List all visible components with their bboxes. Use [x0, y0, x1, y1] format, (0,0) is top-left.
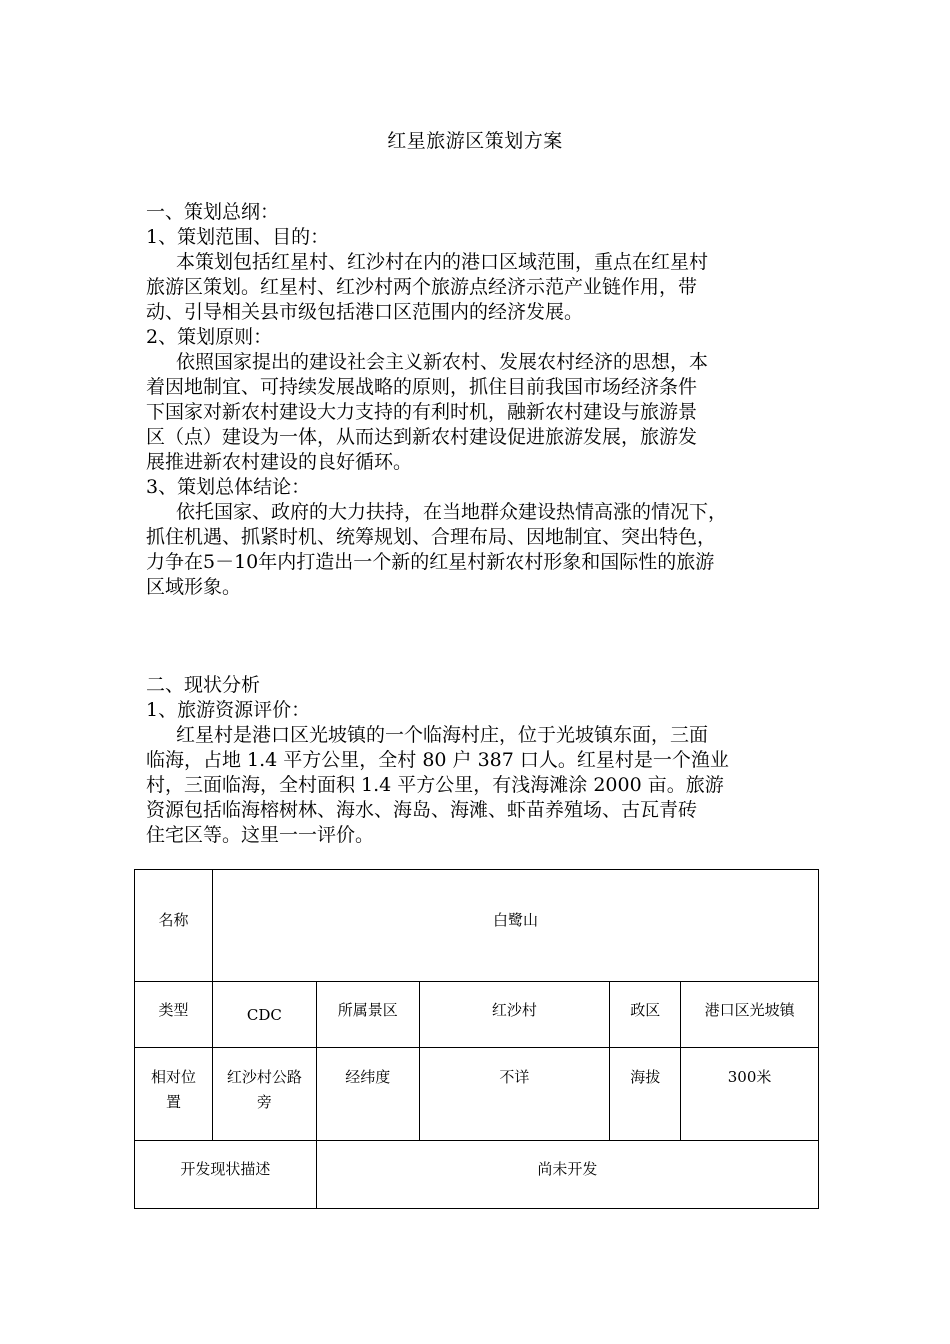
paragraph-line: 资源包括临海榕树林、海水、海岛、海滩、虾苗养殖场、古瓦青砖 — [146, 799, 698, 821]
table-row — [135, 870, 819, 982]
paragraph-line: 动、引导相关县市级包括港口区范围内的经济发展。 — [146, 301, 584, 323]
paragraph-line: 抓住机遇、抓紧时机、统筹规划、合理布局、因地制宜、突出特色， — [146, 526, 717, 548]
paragraph-line: 住宅区等。这里一一评价。 — [146, 824, 375, 846]
paragraph-line: 力争在5－10年内打造出一个新的红星村新农村形象和国际性的旅游 — [146, 551, 715, 573]
section-2 — [146, 673, 836, 848]
paragraph-line: 区（点）建设为一体，从而达到新农村建设促进旅游发展，旅游发 — [146, 426, 698, 448]
paragraph-line: 红星村是港口区光坡镇的一个临海村庄，位于光坡镇东面，三面 — [176, 724, 709, 746]
table-row — [135, 1048, 819, 1141]
position-label-cell: 相对位置 — [135, 1048, 213, 1141]
name-label-cell: 名称 — [135, 870, 213, 982]
document-title: 红星旅游区策划方案 — [387, 130, 563, 152]
subsection-scope-heading: 1、策划范围、目的： — [146, 226, 330, 248]
subsection-resource-heading: 1、旅游资源评价： — [146, 699, 311, 721]
scenic-area-label-cell: 所属景区 — [316, 982, 419, 1048]
district-value-cell: 港口区光坡镇 — [681, 982, 819, 1048]
district-label-cell: 政区 — [610, 982, 681, 1048]
paragraph-line: 本策划包括红星村、红沙村在内的港口区域范围，重点在红星村 — [176, 251, 709, 273]
type-label-cell: 类型 — [135, 982, 213, 1048]
coordinates-value-cell: 不详 — [419, 1048, 610, 1141]
table-row — [135, 982, 819, 1048]
development-status-value-cell: 尚未开发 — [316, 1141, 818, 1209]
type-value-cell: CDC — [212, 982, 316, 1048]
table-row — [135, 1141, 819, 1209]
paragraph-line: 依托国家、政府的大力扶持，在当地群众建设热情高涨的情况下， — [176, 501, 728, 523]
subsection-conclusion-heading: 3、策划总体结论： — [146, 476, 311, 498]
paragraph-line: 下国家对新农村建设大力支持的有利时机，融新农村建设与旅游景 — [146, 401, 698, 423]
altitude-label-cell: 海拔 — [610, 1048, 681, 1141]
paragraph-line: 展推进新农村建设的良好循环。 — [146, 451, 413, 473]
paragraph-line: 着因地制宜、可持续发展战略的原则，抓住目前我国市场经济条件 — [146, 376, 698, 398]
section-1 — [146, 200, 836, 600]
development-status-label-cell: 开发现状描述 — [135, 1141, 317, 1209]
subsection-principle-heading: 2、策划原则： — [146, 326, 273, 348]
paragraph-line: 旅游区策划。红星村、红沙村两个旅游点经济示范产业链作用，带 — [146, 276, 698, 298]
paragraph-line: 区域形象。 — [146, 576, 242, 598]
paragraph-line: 村，三面临海，全村面积 1.4 平方公里，有浅海滩涂 2000 亩。旅游 — [146, 774, 724, 796]
position-value-cell: 红沙村公路旁 — [212, 1048, 316, 1141]
scenic-area-value-cell: 红沙村 — [419, 982, 610, 1048]
paragraph-line: 临海，占地 1.4 平方公里，全村 80 户 387 口人。红星村是一个渔业 — [146, 749, 729, 771]
section-1-heading: 一、策划总纲： — [146, 201, 280, 223]
coordinates-label-cell: 经纬度 — [316, 1048, 419, 1141]
paragraph-line: 依照国家提出的建设社会主义新农村、发展农村经济的思想，本 — [176, 351, 709, 373]
resource-info-table — [134, 869, 819, 1209]
section-2-heading: 二、现状分析 — [146, 674, 261, 696]
name-value-cell: 白鹭山 — [212, 870, 818, 982]
altitude-value-cell: 300米 — [681, 1048, 819, 1141]
